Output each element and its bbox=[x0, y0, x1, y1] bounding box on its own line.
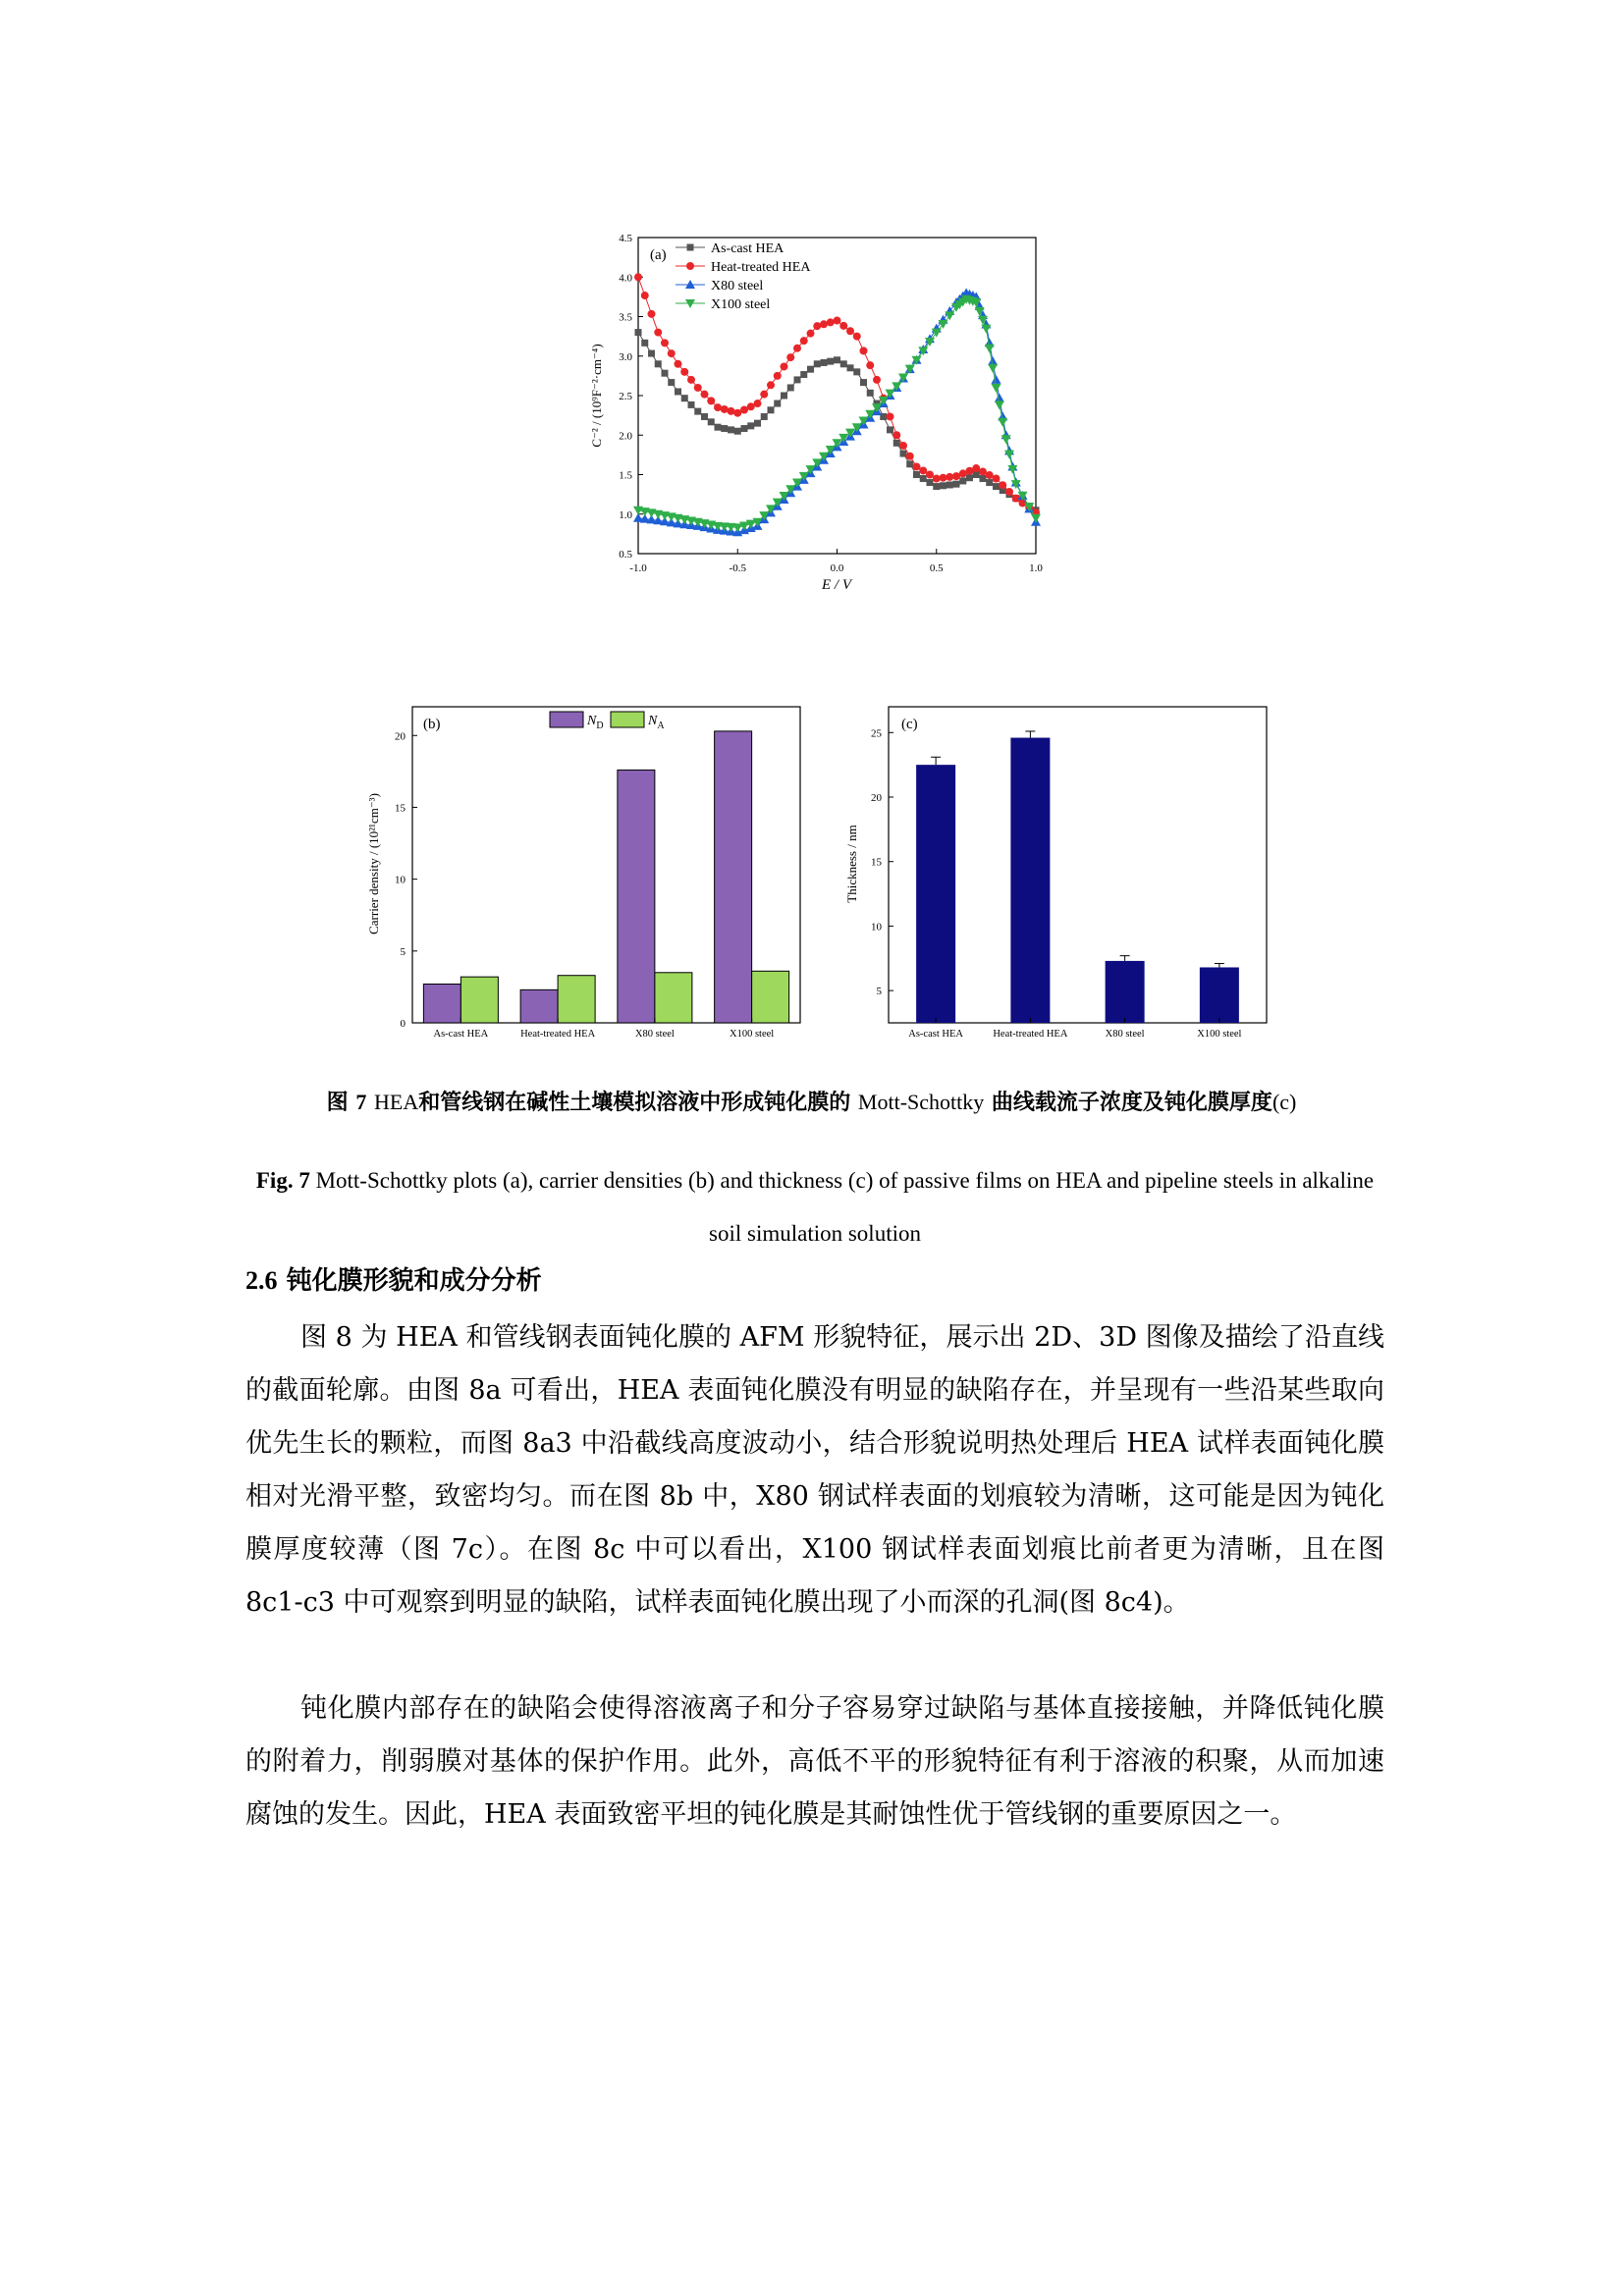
data-point bbox=[839, 322, 847, 330]
data-point bbox=[1031, 514, 1041, 523]
data-point bbox=[694, 408, 701, 415]
data-point bbox=[933, 475, 941, 483]
legend-swatch bbox=[550, 712, 583, 727]
data-point bbox=[932, 329, 942, 338]
data-point bbox=[988, 356, 998, 365]
data-point bbox=[654, 329, 662, 337]
legend-label: As-cast HEA bbox=[711, 241, 784, 256]
data-point bbox=[834, 356, 840, 363]
y-tick-label: 0 bbox=[400, 1018, 406, 1030]
caption-fig-number: 7 bbox=[355, 1090, 367, 1114]
data-point bbox=[741, 425, 748, 432]
thickness-bar bbox=[1010, 738, 1050, 1023]
data-point bbox=[988, 364, 998, 373]
data-point bbox=[675, 360, 682, 368]
data-point bbox=[940, 482, 947, 489]
data-point bbox=[820, 320, 828, 328]
data-point bbox=[641, 292, 649, 299]
category-label: X100 steel bbox=[1197, 1029, 1242, 1040]
figure-caption-chinese bbox=[0, 1086, 1623, 1116]
category-label: X80 steel bbox=[634, 1029, 675, 1040]
data-point bbox=[786, 353, 794, 361]
data-point bbox=[900, 451, 907, 457]
y-tick-label: 20 bbox=[871, 792, 882, 804]
data-point bbox=[867, 390, 874, 397]
data-point bbox=[1005, 488, 1013, 496]
bar-na bbox=[558, 976, 595, 1023]
y-tick-label: 15 bbox=[871, 856, 882, 869]
data-point bbox=[655, 360, 662, 367]
data-point bbox=[899, 442, 907, 450]
data-point bbox=[634, 273, 642, 281]
data-point bbox=[800, 371, 807, 378]
thickness-chart bbox=[839, 702, 1276, 1050]
data-point bbox=[715, 424, 722, 431]
data-point bbox=[768, 406, 775, 413]
y-tick-label: 1.0 bbox=[619, 508, 632, 521]
data-point bbox=[946, 473, 953, 481]
legend-marker bbox=[687, 244, 694, 251]
data-point bbox=[761, 413, 768, 420]
thickness-bar bbox=[1200, 967, 1239, 1023]
bar-nd bbox=[715, 731, 752, 1023]
x-axis-label: E / V bbox=[822, 577, 851, 593]
figure-caption-english bbox=[245, 1154, 1384, 1260]
bar-na bbox=[752, 971, 789, 1023]
x-tick-label: 0.5 bbox=[929, 562, 944, 574]
data-point bbox=[981, 325, 991, 334]
bar-na bbox=[460, 977, 498, 1023]
data-point bbox=[668, 349, 676, 357]
bar-na bbox=[655, 973, 692, 1023]
y-tick-label: 15 bbox=[395, 802, 406, 815]
y-tick-label: 10 bbox=[395, 874, 406, 886]
data-point bbox=[767, 381, 775, 389]
data-point bbox=[992, 384, 1001, 393]
data-point bbox=[681, 395, 688, 401]
data-point bbox=[992, 375, 1001, 384]
thickness-bar bbox=[1106, 961, 1145, 1023]
data-point bbox=[986, 471, 994, 479]
data-point bbox=[920, 475, 927, 482]
category-label: As-cast HEA bbox=[433, 1029, 489, 1040]
data-point bbox=[933, 483, 940, 490]
data-point bbox=[995, 394, 1004, 402]
caption-en-text: Mott-Schottky plots (a), carrier densities (b) and thickness (c) of passive films on HEA and pipeline steels in alkaline soil simulation solution bbox=[315, 1168, 1375, 1246]
paragraph-2: 钝化膜内部存在的缺陷会使得溶液离子和分子容易穿过缺陷与基体直接接触，并降低钝化膜的附着力，削弱膜对基体的保护作用。此外，高低不平的形貌特征有利于溶液的积聚，从而加速腐蚀的发生。因此，HEA 表面致密平坦的钝化膜是其耐蚀性优于管线钢的重要原因之一。 bbox=[245, 1693, 1384, 1830]
data-point bbox=[840, 360, 847, 367]
legend-label: Heat-treated HEA bbox=[711, 260, 811, 275]
y-tick-label: 25 bbox=[871, 727, 882, 740]
data-point bbox=[680, 368, 688, 376]
data-point bbox=[827, 358, 834, 365]
data-point bbox=[793, 345, 801, 352]
data-point bbox=[728, 407, 735, 415]
data-point bbox=[887, 412, 894, 420]
data-point bbox=[853, 368, 860, 375]
data-point bbox=[1001, 435, 1011, 444]
caption-c: (c) bbox=[1271, 1090, 1297, 1114]
x-tick-label: -1.0 bbox=[629, 562, 647, 574]
data-point bbox=[701, 391, 709, 399]
data-point bbox=[972, 464, 980, 472]
data-point bbox=[721, 425, 728, 432]
data-point bbox=[662, 370, 669, 377]
data-point bbox=[787, 384, 794, 391]
section-number: 2.6 bbox=[245, 1266, 278, 1295]
data-point bbox=[688, 401, 695, 408]
data-point bbox=[853, 333, 861, 341]
x-tick-label: 0.0 bbox=[830, 562, 844, 574]
data-point bbox=[728, 426, 734, 433]
data-point bbox=[694, 384, 702, 392]
y-tick-label: 1.5 bbox=[619, 469, 632, 482]
data-point bbox=[794, 376, 801, 383]
data-point bbox=[814, 360, 821, 367]
data-point bbox=[648, 350, 655, 357]
data-point bbox=[635, 329, 642, 336]
data-point bbox=[887, 426, 893, 433]
panel-label: (b) bbox=[423, 717, 441, 732]
panel-label: (c) bbox=[901, 717, 918, 732]
data-point bbox=[701, 413, 708, 420]
data-point bbox=[926, 471, 934, 479]
data-point bbox=[708, 418, 715, 425]
data-point bbox=[668, 379, 675, 386]
caption-hea: HEA bbox=[374, 1090, 419, 1114]
data-point bbox=[893, 440, 900, 447]
x-tick-label: 1.0 bbox=[1029, 562, 1043, 574]
data-point bbox=[906, 453, 914, 460]
y-tick-label: 2.5 bbox=[619, 391, 632, 402]
y-tick-label: 3.0 bbox=[619, 350, 632, 363]
y-tick-label: 4.5 bbox=[619, 233, 632, 244]
data-point bbox=[807, 330, 815, 338]
category-label: X80 steel bbox=[1105, 1029, 1145, 1040]
mott-schottky-chart bbox=[589, 226, 1051, 599]
data-point bbox=[860, 347, 868, 354]
y-tick-label: 4.0 bbox=[619, 272, 632, 285]
y-axis-label: Carrier density / (10²¹cm⁻³) bbox=[366, 793, 381, 934]
data-point bbox=[781, 393, 787, 400]
caption-text-2: 曲线载流子浓度及钝化膜厚度 bbox=[991, 1091, 1272, 1115]
data-point bbox=[966, 474, 973, 481]
data-point bbox=[821, 359, 828, 366]
y-tick-label: 10 bbox=[871, 921, 882, 934]
data-point bbox=[747, 422, 754, 429]
data-point bbox=[993, 483, 1000, 490]
data-point bbox=[847, 364, 854, 371]
data-point bbox=[781, 362, 788, 370]
y-axis-label: C⁻² / (10⁹F⁻²·cm⁻⁴) bbox=[589, 344, 604, 448]
panel-label: (a) bbox=[650, 247, 667, 263]
category-label: Heat-treated HEA bbox=[993, 1029, 1068, 1040]
section-heading bbox=[245, 1260, 542, 1297]
y-tick-label: 0.5 bbox=[619, 549, 632, 561]
caption-en-label: Fig. 7 bbox=[255, 1168, 310, 1193]
bar-nd bbox=[520, 989, 558, 1023]
carrier-density-chart bbox=[358, 702, 810, 1050]
y-tick-label: 2.0 bbox=[619, 430, 632, 443]
bar-nd bbox=[618, 770, 655, 1023]
data-point bbox=[947, 481, 953, 488]
data-point bbox=[813, 322, 821, 330]
x-tick-label: -0.5 bbox=[729, 562, 746, 574]
caption-fig-label: 图 bbox=[326, 1091, 349, 1115]
data-point bbox=[995, 400, 1004, 409]
data-point bbox=[774, 372, 782, 380]
data-point bbox=[641, 340, 648, 347]
data-point bbox=[953, 481, 960, 488]
y-tick-label: 3.5 bbox=[619, 311, 632, 324]
y-axis-label: Thickness / nm bbox=[844, 825, 859, 903]
data-point bbox=[846, 327, 854, 335]
data-point bbox=[986, 479, 993, 486]
data-point bbox=[707, 397, 715, 404]
data-point bbox=[893, 431, 900, 439]
data-point bbox=[714, 403, 722, 411]
data-point bbox=[913, 462, 921, 470]
data-point bbox=[993, 475, 1001, 483]
data-point bbox=[919, 466, 927, 474]
data-point bbox=[913, 471, 920, 478]
legend-label: X100 steel bbox=[711, 297, 771, 312]
y-tick-label: 5 bbox=[876, 986, 882, 998]
data-point bbox=[754, 420, 761, 427]
data-point bbox=[927, 479, 934, 486]
data-point bbox=[959, 477, 966, 484]
bar-nd bbox=[423, 984, 460, 1023]
data-point bbox=[661, 339, 669, 347]
data-point bbox=[648, 310, 656, 318]
y-tick-label: 5 bbox=[400, 945, 406, 958]
data-point bbox=[734, 428, 741, 435]
legend-marker bbox=[686, 262, 694, 270]
data-point bbox=[834, 317, 841, 325]
caption-text-1: 和管线钢在碱性土壤模拟溶液中形成钝化膜的 bbox=[418, 1091, 851, 1115]
data-point bbox=[754, 400, 762, 407]
data-point bbox=[827, 318, 835, 326]
data-point bbox=[906, 460, 913, 467]
y-tick-label: 20 bbox=[395, 730, 406, 743]
data-point bbox=[687, 376, 695, 384]
data-point bbox=[999, 481, 1006, 489]
data-point bbox=[721, 405, 729, 413]
section-title-text: 钝化膜形貌和成分分析 bbox=[286, 1266, 542, 1296]
data-point bbox=[675, 388, 681, 395]
data-point bbox=[873, 376, 881, 384]
paragraph-1: 图 8 为 HEA 和管线钢表面钝化膜的 AFM 形貌特征，展示出 2D、3D 图像及描绘了沿直线的截面轮廓。由图 8a 可看出，HEA 表面钝化膜没有明显的缺陷存在，并呈现有一些沿某些取向优先生长的颗粒，而图 8a3 中沿截线高度波动小，结合形貌说明热处理后 HEA 试样表面钝化膜相对光滑平整，致密均匀。而在图 8b 中，X80 钢试样表面的划痕较为清晰，这可能是因为钝化膜厚度较薄（图 7c）。在图 8c 中可以看出，X100 钢试样表面划痕比前者更为清晰，且在图 8c1-c3 中可观察到明显的缺陷，试样表面钝化膜出现了小而深的孔洞(图 8c4)。 bbox=[245, 1322, 1384, 1618]
caption-mott: Mott-Schottky bbox=[857, 1090, 985, 1114]
category-label: As-cast HEA bbox=[908, 1029, 963, 1040]
legend-label: $N_A$ bbox=[648, 714, 665, 731]
data-point bbox=[807, 366, 814, 373]
data-point bbox=[940, 474, 947, 482]
data-point bbox=[985, 345, 995, 353]
data-point bbox=[998, 418, 1007, 427]
legend-label: $N_D$ bbox=[587, 714, 604, 731]
data-point bbox=[980, 475, 987, 482]
category-label: X100 steel bbox=[730, 1029, 775, 1040]
category-label: Heat-treated HEA bbox=[520, 1029, 596, 1040]
thickness-bar bbox=[916, 765, 955, 1023]
data-point bbox=[860, 379, 867, 386]
data-point bbox=[774, 400, 781, 407]
data-point bbox=[979, 468, 987, 476]
data-point bbox=[800, 337, 808, 345]
legend-label: X80 steel bbox=[711, 279, 764, 294]
legend-swatch bbox=[611, 712, 644, 727]
data-point bbox=[760, 391, 768, 399]
data-point bbox=[866, 361, 874, 369]
